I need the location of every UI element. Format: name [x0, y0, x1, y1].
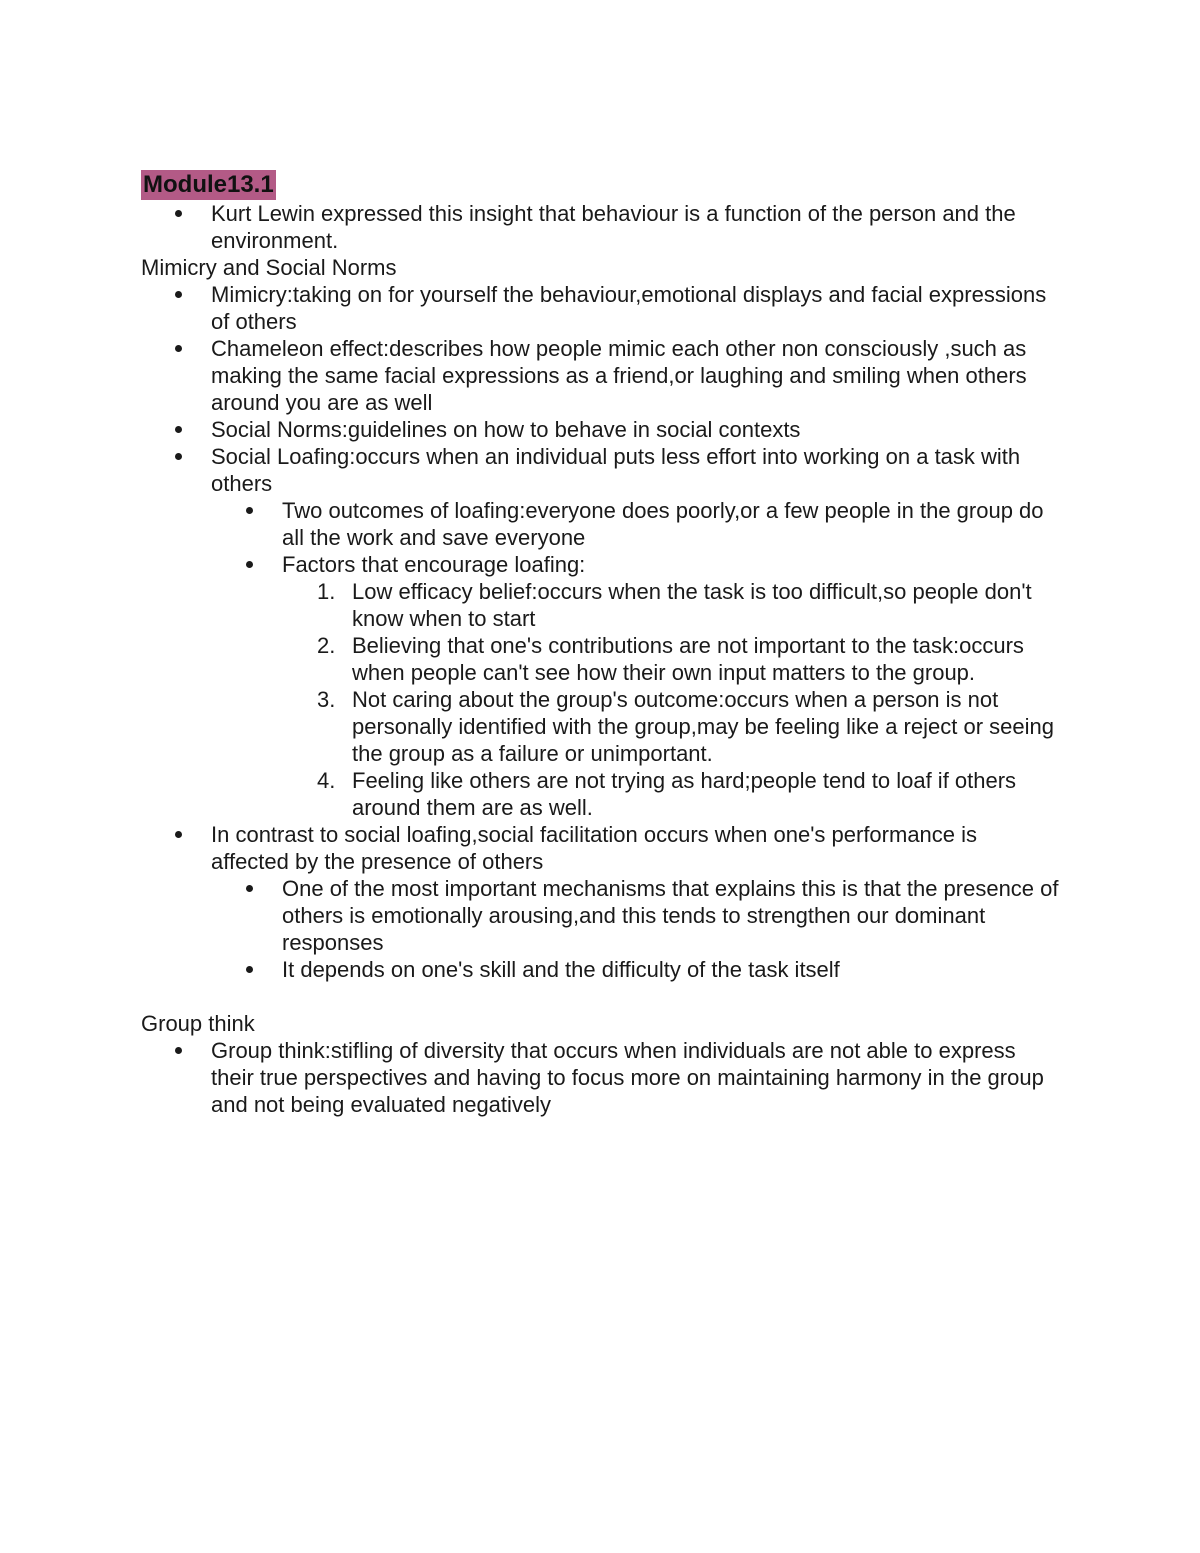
bullet-icon: [175, 821, 191, 848]
bullet-icon: [175, 335, 191, 362]
bullet-icon: [175, 416, 191, 443]
sub-list-item: [211, 551, 1061, 821]
sub-list-item: [211, 497, 1061, 551]
list-item: [141, 443, 1061, 821]
intro-list: [141, 200, 1061, 254]
list-item: [141, 281, 1061, 335]
section-list: [141, 1037, 1061, 1118]
section-heading: Mimicry and Social Norms: [141, 255, 397, 280]
list-item-text: Social Norms:guidelines on how to behave in social contexts: [211, 417, 801, 442]
bullet-icon: [246, 956, 262, 983]
item-number: 4.: [317, 768, 336, 793]
sub-list-item: [211, 956, 1061, 983]
sub-list-item-text: Factors that encourage loafing:: [282, 552, 586, 577]
numbered-item-text: Believing that one's contributions are not important to the task:occurs when people can't see how their own input matters to the group.: [352, 633, 1024, 685]
sub-list-item-text: One of the most important mechanisms that explains this is that the presence of others is emotionally arousing,and this tends to strengthen our dominant responses: [282, 876, 1059, 955]
blank-line: [141, 983, 1061, 1010]
sub-list-item-text: It depends on one's skill and the difficulty of the task itself: [282, 957, 840, 982]
list-item: [141, 416, 1061, 443]
numbered-list: [282, 578, 1061, 821]
list-item: [141, 200, 1061, 254]
numbered-item: [282, 767, 1061, 821]
bullet-icon: [246, 551, 262, 578]
sub-list: [211, 497, 1061, 821]
bullet-icon: [175, 1037, 191, 1064]
document-body: [141, 170, 1061, 1118]
list-item-text: Mimicry:taking on for yourself the behaviour,emotional displays and facial expressions of others: [211, 282, 1047, 334]
sub-list: [211, 875, 1061, 983]
section-heading: Group think: [141, 1011, 255, 1036]
list-item: [141, 1037, 1061, 1118]
bullet-icon: [246, 497, 262, 524]
numbered-item-text: Not caring about the group's outcome:occurs when a person is not personally identified with the group,may be feeling like a reject or seeing the group as a failure or unimportant.: [352, 687, 1054, 766]
numbered-item: [282, 632, 1061, 686]
section-list: [141, 281, 1061, 983]
item-number: 2.: [317, 633, 336, 658]
list-item: [141, 821, 1061, 983]
numbered-item: [282, 578, 1061, 632]
item-number: 1.: [317, 579, 336, 604]
list-item-text: Kurt Lewin expressed this insight that behaviour is a function of the person and the environment.: [211, 201, 1016, 253]
list-item-text: Chameleon effect:describes how people mimic each other non consciously ,such as making the same facial expressions as a friend,or laughing and smiling when others around you are as well: [211, 336, 1027, 415]
item-number: 3.: [317, 687, 336, 712]
numbered-item-text: Low efficacy belief:occurs when the task is too difficult,so people don't know when to start: [352, 579, 1032, 631]
bullet-icon: [246, 875, 262, 902]
bullet-icon: [175, 281, 191, 308]
bullet-icon: [175, 200, 191, 227]
page-title: Module13.1: [143, 171, 274, 198]
list-item: [141, 335, 1061, 416]
list-item-text: Social Loafing:occurs when an individual puts less effort into working on a task with others: [211, 444, 1021, 496]
bullet-icon: [175, 443, 191, 470]
list-item-text: In contrast to social loafing,social facilitation occurs when one's performance is affected by the presence of others: [211, 822, 978, 874]
sub-list-item: [211, 875, 1061, 956]
numbered-item-text: Feeling like others are not trying as hard;people tend to loaf if others around them are as well.: [352, 768, 1017, 820]
list-item-text: Group think:stifling of diversity that occurs when individuals are not able to express their true perspectives and having to focus more on maintaining harmony in the group and not being evaluated negatively: [211, 1038, 1044, 1117]
numbered-item: [282, 686, 1061, 767]
sub-list-item-text: Two outcomes of loafing:everyone does poorly,or a few people in the group do all the work and save everyone: [282, 498, 1044, 550]
